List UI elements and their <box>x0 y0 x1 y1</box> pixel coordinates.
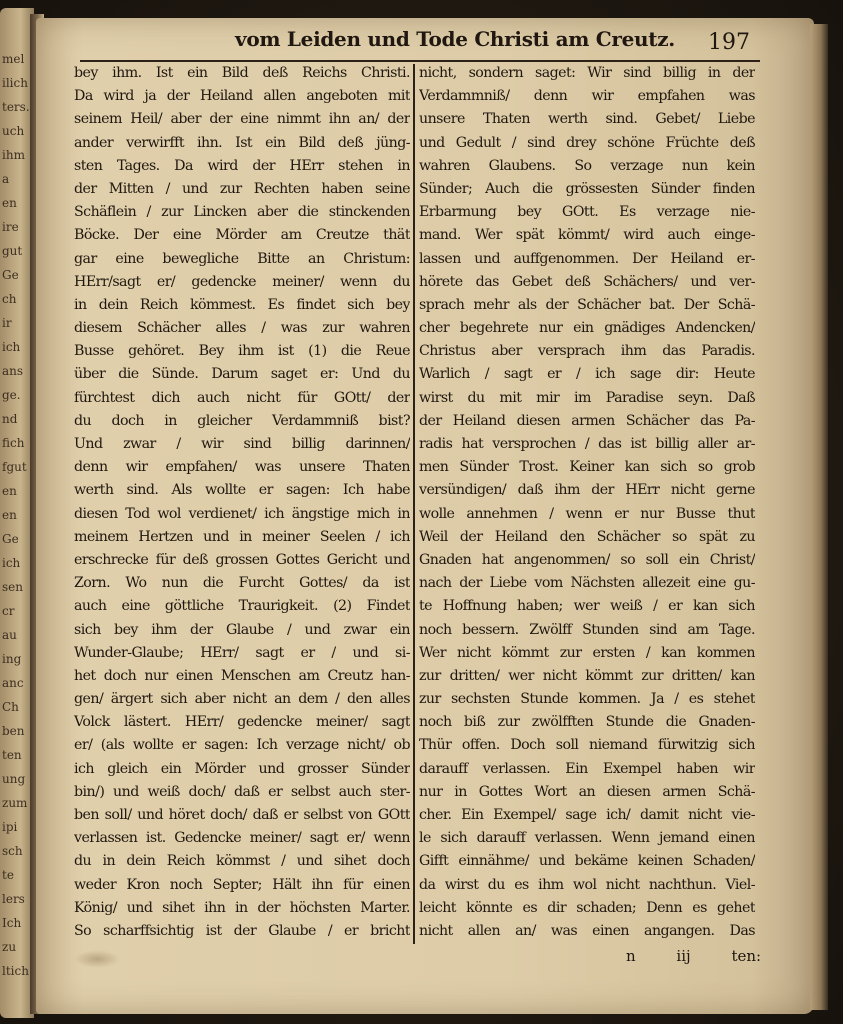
text-line: fürchtest dich auch nicht für GOtt/ der <box>74 389 410 406</box>
text-line: cher begehrete nur ein gnädiges Andencken/ <box>419 320 755 337</box>
margin-fragment: Ge <box>2 268 19 282</box>
text-line: mand. Wer spät kömmt/ wird auch einge- <box>419 227 755 244</box>
text-line: erschrecke für deß grossen Gottes Gericht und <box>74 551 410 568</box>
text-line: diesem Schächer alles / was zur wahren <box>74 320 410 337</box>
text-line: diesen Tod wol verdienet/ ich ängstige mich in <box>74 505 410 522</box>
text-line: bin/) und weiß doch/ daß er selbst auch ster- <box>74 783 410 800</box>
margin-fragment: ich <box>2 556 21 570</box>
text-line: ben soll/ und höret doch/ daß er selbst von GOtt <box>74 807 410 823</box>
text-line: Busse gehöret. Bey ihm ist (1) die Reue <box>74 343 410 360</box>
text-line: hörete das Gebet deß Schächers/ und ver- <box>419 273 755 290</box>
text-line: gar eine bewegliche Bitte an Christum: <box>74 250 410 267</box>
margin-fragment: en <box>2 196 17 210</box>
margin-fragment: lers <box>2 892 25 906</box>
text-line: sten Tages. Da wird der HErr stehen in <box>74 157 410 174</box>
catchword: n iij ten: <box>626 947 762 965</box>
margin-fragment: ltich <box>2 964 29 978</box>
text-line: der Heiland diesen armen Schächer das Pa- <box>419 412 755 429</box>
text-line: weder Kron noch Septer; Hält ihn für einen <box>74 876 410 893</box>
margin-fragment: cr <box>2 604 15 618</box>
text-line: nicht allen an/ was einen angangen. Das <box>419 922 755 939</box>
margin-fragment: fich <box>2 436 25 450</box>
column-divider <box>413 64 415 944</box>
text-line: Schäflein / zur Lincken aber die stinckenden <box>74 204 410 221</box>
margin-fragment: au <box>2 628 17 642</box>
text-line: cher. Ein Exempel/ sage ich/ damit nicht vie- <box>419 807 755 823</box>
margin-fragment: Ch <box>2 700 19 714</box>
text-line: So scharffsichtig ist der Glaube / er bricht <box>74 922 410 939</box>
text-line: wolle annehmen / wenn er nur Busse thut <box>419 505 755 522</box>
text-line: über die Sünde. Darum saget er: Und du <box>74 366 410 383</box>
text-line: HErr/sagt er/ gedencke meiner/ wenn du <box>74 273 410 290</box>
text-line: verlassen ist. Gedencke meiner/ sagt er/ wenn <box>74 830 410 847</box>
text-line: Weil der Heiland den Schächer so spät zu <box>419 528 755 545</box>
margin-fragment: zu <box>2 940 17 954</box>
margin-fragment: en <box>2 484 17 498</box>
margin-fragment: ipi <box>2 820 18 834</box>
margin-fragment: ten <box>2 748 22 762</box>
text-line: du in dein Reich kömmst / und sihet doch <box>74 853 410 870</box>
text-line: ich gleich ein Mörder und grosser Sünder <box>74 760 410 777</box>
margin-fragment: te <box>2 868 14 882</box>
margin-fragment: ge. <box>2 388 21 402</box>
margin-fragment: anc <box>2 676 24 690</box>
text-line: Zorn. Wo nun die Furcht Gottes/ da ist <box>74 575 410 592</box>
ink-smudge <box>74 950 120 968</box>
text-line: meinem Hertzen und in meiner Seelen / ich <box>74 528 410 545</box>
margin-fragment: gut <box>2 244 23 258</box>
margin-fragment: sen <box>2 580 23 594</box>
page-fore-edge <box>810 24 828 1010</box>
text-line: noch biß zur zwölfften Stunde die Gnaden- <box>419 714 755 731</box>
text-line: der Mitten / und zur Rechten haben seine <box>74 180 410 197</box>
text-line: lassen und auffgenommen. Der Heiland er- <box>419 250 755 267</box>
margin-fragment: ing <box>2 652 22 666</box>
text-line: leicht könnte es dir schaden; Denn es gehet <box>419 899 755 916</box>
margin-fragment: ben <box>2 724 25 738</box>
text-line: sprach mehr als der Schächer bat. Der Schä- <box>419 296 755 313</box>
right-text-column <box>419 62 755 942</box>
margin-fragment: Ge <box>2 532 19 546</box>
text-line: Wer nicht kömmt zur ersten / kan kommen <box>419 644 755 661</box>
text-line: unsere Thaten werth sind. Gebet/ Liebe <box>419 111 755 128</box>
text-line: Wunder-Glaube; HErr/ sagt er / und si- <box>74 644 410 661</box>
text-line: gen/ ärgert sich aber nicht an dem / den alles <box>74 691 410 708</box>
margin-fragment: mel <box>2 52 25 66</box>
text-line: Thür offen. Doch soll niemand fürwitzig sich <box>419 737 755 754</box>
text-line: auch eine göttliche Traurigkeit. (2) Findet <box>74 598 410 615</box>
text-line: het doch nur einen Menschen am Creutz han- <box>74 667 410 684</box>
text-line: wirst du mit mir im Paradise seyn. Daß <box>419 389 755 406</box>
margin-fragment: ters. <box>2 100 30 114</box>
text-line: zur dritten/ wer nicht kömmt zur dritten/ kan <box>419 667 755 684</box>
text-line: noch bessern. Zwölff Stunden sind am Tage. <box>419 621 755 638</box>
text-line: te Hoffnung haben; wer weiß / er kan sich <box>419 598 755 615</box>
text-line: Erbarmung bey GOtt. Es verzage nie- <box>419 204 755 221</box>
text-line: Gnaden hat angenommen/ so soll ein Christ/ <box>419 551 755 568</box>
text-line: radis hat versprochen / das ist billig aller ar- <box>419 436 755 452</box>
text-line: Volck lästert. HErr/ gedencke meiner/ sagt <box>74 714 410 731</box>
text-line: du doch in gleicher Verdammniß bist? <box>74 412 410 429</box>
text-line: nur in Gottes Wort an diesen armen Schä- <box>419 783 755 800</box>
margin-fragment: nd <box>2 412 18 426</box>
left-text-column <box>74 62 410 942</box>
text-line: Böcke. Der eine Mörder am Creutze thät <box>74 227 410 244</box>
text-line: nach der Liebe vom Nächsten allezeit eine gu- <box>419 575 755 592</box>
text-line: zur sechsten Stunde kommen. Ja / es stehet <box>419 691 755 708</box>
text-line: Warlich / sagt er / ich sage dir: Heute <box>419 366 755 383</box>
text-line: er/ (als wollte er sagen: Ich verzage nicht/ ob <box>74 737 410 754</box>
margin-fragment: ich <box>2 340 21 354</box>
margin-fragment: ans <box>2 364 24 378</box>
text-line: ander verwirfft ihn. Ist ein Bild deß jüng- <box>74 134 410 151</box>
text-line: Verdammniß/ denn wir empfahen was <box>419 88 755 105</box>
text-line: nicht, sondern saget: Wir sind billig in der <box>419 65 755 81</box>
text-line: Gifft einnähme/ und bekäme keinen Schaden/ <box>419 853 755 870</box>
margin-fragment: ihm <box>2 148 25 162</box>
text-line: denn wir empfahen/ was unsere Thaten <box>74 459 410 476</box>
margin-fragment: ilich <box>2 76 28 90</box>
text-line: in dein Reich kömmest. Es findet sich bey <box>74 296 410 313</box>
text-line: men Sünder Trost. Keiner kan sich so grob <box>419 459 755 476</box>
margin-fragment: fgut <box>2 460 27 474</box>
text-line: darauff verlassen. Ein Exempel haben wir <box>419 760 755 777</box>
text-line: und Gedult / sind drey schöne Früchte deß <box>419 134 755 151</box>
text-line: sich bey ihm der Glaube / und zwar ein <box>74 621 410 638</box>
margin-fragment: uch <box>2 124 25 138</box>
text-line: seinem Heil/ aber der eine nimmt ihn an/ der <box>74 111 410 128</box>
margin-fragment: sch <box>2 844 23 858</box>
text-line: Christus aber versprach ihm das Paradis. <box>419 343 755 360</box>
margin-fragment: ch <box>2 292 17 306</box>
text-line: bey ihm. Ist ein Bild deß Reichs Christi. <box>74 65 410 81</box>
margin-fragment: zum <box>2 796 28 810</box>
running-title: vom Leiden und Tode Christi am Creutz. <box>235 27 675 51</box>
text-line: le sich darauff verlassen. Wenn jemand einen <box>419 830 755 847</box>
text-line: Und zwar / wir sind billig darinnen/ <box>74 436 410 452</box>
margin-fragment: ir <box>2 316 12 330</box>
text-line: wahren Glaubens. So verzage nun kein <box>419 157 755 174</box>
margin-fragment: ung <box>2 772 26 786</box>
text-line: Sünder; Auch die grössesten Sünder finden <box>419 180 755 197</box>
text-line: da wirst du es ihm wol nicht nachthun. Viel- <box>419 876 755 893</box>
text-line: werth sind. Als wollte er sagen: Ich habe <box>74 482 410 499</box>
facing-page-edge <box>0 8 34 1018</box>
margin-fragment: ire <box>2 220 19 234</box>
margin-fragment: a <box>2 172 10 186</box>
page-number: 197 <box>708 30 750 55</box>
text-line: versündigen/ daß ihm der HErr nicht gerne <box>419 482 755 499</box>
margin-fragment: en <box>2 508 17 522</box>
text-line: König/ und sihet ihn in der höchsten Marter. <box>74 899 410 916</box>
margin-fragment: Ich <box>2 916 22 930</box>
text-line: Da wird ja der Heiland allen angeboten mit <box>74 88 410 105</box>
